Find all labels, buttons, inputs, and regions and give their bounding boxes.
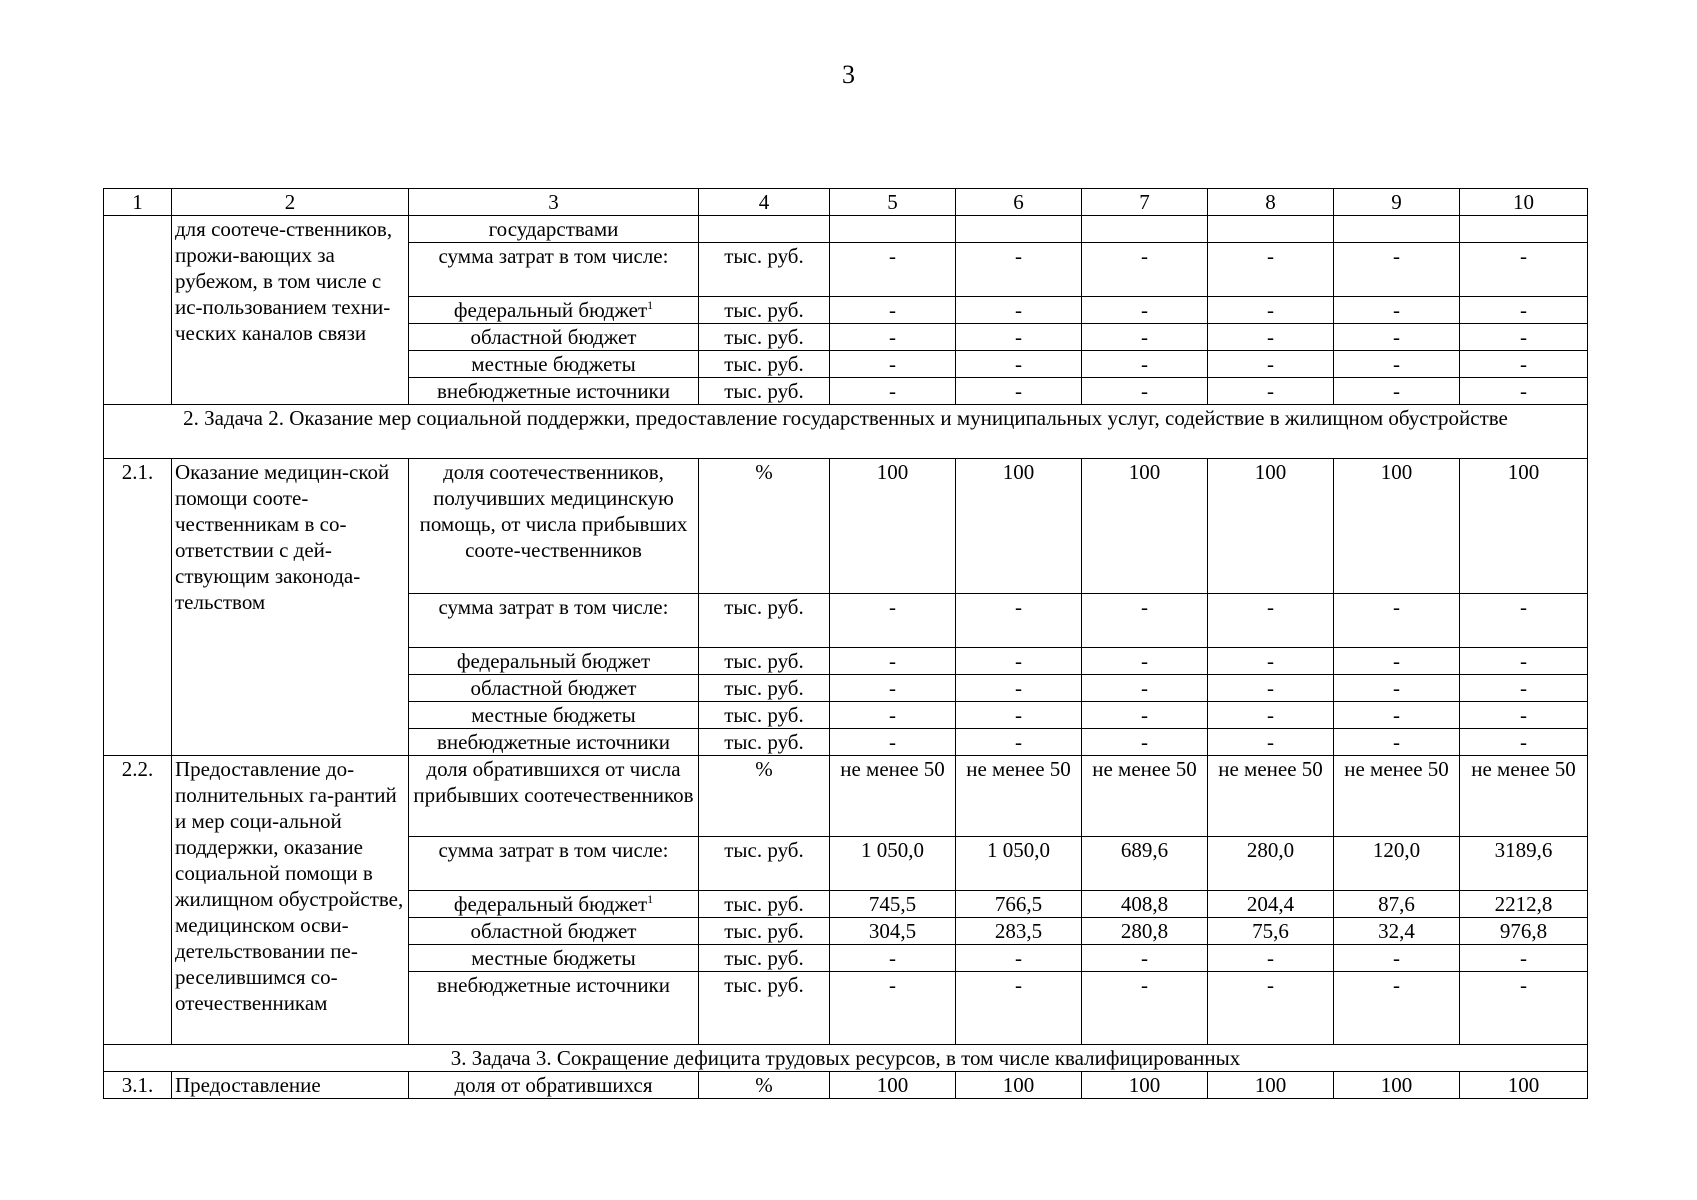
indicator-cell	[409, 297, 699, 324]
row-number-cell	[104, 216, 172, 405]
unit-cell: тыс. руб.	[699, 675, 830, 702]
indicator-cell: сумма затрат в том числе:	[409, 837, 699, 891]
section-title-3: 3. Задача 3. Сокращение дефицита трудовых ресурсов, в том числе квалифицированных	[104, 1045, 1588, 1072]
value-cell: 100	[1460, 1072, 1588, 1099]
footnote-marker: 1	[647, 298, 654, 312]
indicator-cell: местные бюджеты	[409, 702, 699, 729]
value-cell: -	[1334, 297, 1460, 324]
table-row	[104, 1072, 1588, 1099]
value-cell: -	[1460, 378, 1588, 405]
header-cell: 4	[699, 189, 830, 216]
unit-cell	[699, 216, 830, 243]
value-cell: -	[1334, 729, 1460, 756]
indicator-cell: внебюджетные источники	[409, 729, 699, 756]
unit-cell: тыс. руб.	[699, 648, 830, 675]
row-number-cell: 2.2.	[104, 756, 172, 1045]
row-number-cell: 2.1.	[104, 459, 172, 756]
value-cell: 100	[1208, 1072, 1334, 1099]
value-cell: -	[956, 243, 1082, 297]
value-cell: -	[1460, 594, 1588, 648]
unit-cell: %	[699, 1072, 830, 1099]
value-cell: 745,5	[830, 891, 956, 918]
value-cell: -	[1334, 648, 1460, 675]
indicator-cell: областной бюджет	[409, 675, 699, 702]
value-cell: 100	[1208, 459, 1334, 594]
value-cell: -	[1082, 594, 1208, 648]
value-cell: 304,5	[830, 918, 956, 945]
value-cell: -	[1460, 351, 1588, 378]
indicator-cell: областной бюджет	[409, 918, 699, 945]
value-cell: -	[1082, 675, 1208, 702]
header-cell: 10	[1460, 189, 1588, 216]
header-cell: 8	[1208, 189, 1334, 216]
value-cell: -	[830, 243, 956, 297]
value-cell: -	[1460, 972, 1588, 1045]
value-cell: -	[1082, 243, 1208, 297]
value-cell: 120,0	[1334, 837, 1460, 891]
indicator-text: федеральный бюджет	[453, 892, 648, 916]
header-cell: 7	[1082, 189, 1208, 216]
value-cell: 283,5	[956, 918, 1082, 945]
value-cell: 32,4	[1334, 918, 1460, 945]
table-row	[104, 459, 1588, 594]
value-cell: -	[1460, 243, 1588, 297]
indicator-cell: доля соотечественников, получивших медицинскую помощь, от числа прибывших сооте-чественников	[409, 459, 699, 594]
header-cell: 1	[104, 189, 172, 216]
value-cell: -	[1334, 675, 1460, 702]
value-cell: 204,4	[1208, 891, 1334, 918]
unit-cell: тыс. руб.	[699, 324, 830, 351]
header-cell: 2	[172, 189, 409, 216]
value-cell	[1082, 216, 1208, 243]
page-number: 3	[842, 60, 855, 89]
value-cell: -	[830, 945, 956, 972]
value-cell: 100	[956, 1072, 1082, 1099]
activity-description: для соотече-ственников, прожи-вающих за рубежом, в том числе с ис-пользованием техни-ческих каналов связи	[172, 216, 409, 405]
value-cell: -	[1082, 702, 1208, 729]
section-row	[104, 1045, 1588, 1072]
value-cell: 100	[1334, 1072, 1460, 1099]
value-cell: 100	[1334, 459, 1460, 594]
value-cell: -	[956, 594, 1082, 648]
value-cell: -	[1460, 945, 1588, 972]
value-cell: 1 050,0	[830, 837, 956, 891]
value-cell: -	[830, 297, 956, 324]
value-cell: -	[1460, 324, 1588, 351]
unit-cell: тыс. руб.	[699, 945, 830, 972]
value-cell: -	[1460, 702, 1588, 729]
indicator-cell: внебюджетные источники	[409, 378, 699, 405]
activity-description: Оказание медицин-ской помощи сооте-чественникам в со-ответствии с дей-ствующим законода-тельством	[172, 459, 409, 756]
value-cell: -	[1208, 702, 1334, 729]
activity-description: Предоставление до-полнительных га-рантий и мер соци-альной поддержки, оказание социальной помощи в жилищном обустройстве, медицинском осви-детельствовании пе-реселившимся со-отечественникам	[172, 756, 409, 1045]
value-cell: -	[1208, 324, 1334, 351]
indicator-cell: внебюджетные источники	[409, 972, 699, 1045]
value-cell	[830, 216, 956, 243]
header-cell: 5	[830, 189, 956, 216]
indicator-cell: доля обратившихся от числа прибывших соотечественников	[409, 756, 699, 837]
value-cell: -	[830, 351, 956, 378]
value-cell: -	[1460, 729, 1588, 756]
unit-cell: %	[699, 459, 830, 594]
value-cell: -	[1460, 648, 1588, 675]
value-cell: не менее 50	[830, 756, 956, 837]
value-cell: -	[1082, 351, 1208, 378]
unit-cell: тыс. руб.	[699, 702, 830, 729]
table-header-row	[104, 189, 1588, 216]
value-cell: -	[956, 729, 1082, 756]
value-cell: -	[830, 378, 956, 405]
value-cell: -	[1082, 378, 1208, 405]
indicator-cell: местные бюджеты	[409, 945, 699, 972]
unit-cell: тыс. руб.	[699, 297, 830, 324]
value-cell: -	[1208, 594, 1334, 648]
value-cell	[1208, 216, 1334, 243]
indicator-cell: сумма затрат в том числе:	[409, 594, 699, 648]
value-cell: -	[830, 702, 956, 729]
value-cell: -	[956, 675, 1082, 702]
program-indicators-table	[103, 188, 1588, 1099]
value-cell: -	[830, 675, 956, 702]
value-cell: -	[1208, 675, 1334, 702]
value-cell: -	[1208, 648, 1334, 675]
value-cell: -	[956, 648, 1082, 675]
value-cell: не менее 50	[956, 756, 1082, 837]
value-cell: -	[1208, 729, 1334, 756]
value-cell: -	[1208, 378, 1334, 405]
header-cell: 6	[956, 189, 1082, 216]
value-cell: -	[830, 729, 956, 756]
header-cell: 9	[1334, 189, 1460, 216]
unit-cell: тыс. руб.	[699, 729, 830, 756]
value-cell: 976,8	[1460, 918, 1588, 945]
value-cell	[1460, 216, 1588, 243]
value-cell: 87,6	[1334, 891, 1460, 918]
value-cell: 100	[1082, 1072, 1208, 1099]
unit-cell: тыс. руб.	[699, 351, 830, 378]
value-cell: 408,8	[1082, 891, 1208, 918]
indicator-cell: областной бюджет	[409, 324, 699, 351]
value-cell: 280,0	[1208, 837, 1334, 891]
value-cell: -	[1208, 351, 1334, 378]
indicator-cell: федеральный бюджет	[409, 648, 699, 675]
value-cell: не менее 50	[1460, 756, 1588, 837]
value-cell: -	[830, 324, 956, 351]
value-cell: -	[1082, 729, 1208, 756]
indicator-cell: государствами	[409, 216, 699, 243]
activity-description: Предоставление	[172, 1072, 409, 1099]
value-cell: -	[830, 972, 956, 1045]
unit-cell: тыс. руб.	[699, 918, 830, 945]
indicator-text: федеральный бюджет	[453, 298, 648, 322]
value-cell: -	[1082, 945, 1208, 972]
value-cell: 100	[1460, 459, 1588, 594]
section-row	[104, 405, 1588, 459]
table-row	[104, 216, 1588, 243]
value-cell: 2212,8	[1460, 891, 1588, 918]
unit-cell: %	[699, 756, 830, 837]
value-cell: -	[1208, 243, 1334, 297]
value-cell: -	[1334, 945, 1460, 972]
value-cell: 3189,6	[1460, 837, 1588, 891]
value-cell: -	[830, 648, 956, 675]
value-cell	[1334, 216, 1460, 243]
indicator-cell	[409, 891, 699, 918]
value-cell: -	[1334, 594, 1460, 648]
value-cell: 100	[1082, 459, 1208, 594]
section-title-2: 2. Задача 2. Оказание мер социальной поддержки, предоставление государственных и муниципальных услуг, содействие в жилищном обустройстве	[104, 405, 1588, 459]
unit-cell: тыс. руб.	[699, 972, 830, 1045]
value-cell: -	[830, 594, 956, 648]
value-cell: -	[956, 702, 1082, 729]
value-cell: 100	[830, 1072, 956, 1099]
indicator-cell: местные бюджеты	[409, 351, 699, 378]
value-cell: -	[1208, 297, 1334, 324]
value-cell: -	[1082, 972, 1208, 1045]
value-cell: 689,6	[1082, 837, 1208, 891]
value-cell: -	[956, 972, 1082, 1045]
indicator-cell: сумма затрат в том числе:	[409, 243, 699, 297]
value-cell: -	[1334, 243, 1460, 297]
value-cell: -	[1082, 324, 1208, 351]
value-cell: -	[1334, 702, 1460, 729]
unit-cell: тыс. руб.	[699, 378, 830, 405]
value-cell: 280,8	[1082, 918, 1208, 945]
value-cell: 75,6	[1208, 918, 1334, 945]
value-cell: -	[1334, 324, 1460, 351]
value-cell: -	[1334, 351, 1460, 378]
value-cell: -	[1460, 297, 1588, 324]
value-cell	[956, 216, 1082, 243]
header-cell: 3	[409, 189, 699, 216]
value-cell: 100	[956, 459, 1082, 594]
value-cell: 100	[830, 459, 956, 594]
unit-cell: тыс. руб.	[699, 891, 830, 918]
table-row	[104, 756, 1588, 837]
value-cell: -	[1334, 378, 1460, 405]
value-cell: -	[1082, 648, 1208, 675]
value-cell: -	[1208, 972, 1334, 1045]
value-cell: -	[1208, 945, 1334, 972]
value-cell: 766,5	[956, 891, 1082, 918]
unit-cell: тыс. руб.	[699, 594, 830, 648]
footnote-marker: 1	[647, 892, 654, 906]
unit-cell: тыс. руб.	[699, 243, 830, 297]
value-cell: -	[1334, 972, 1460, 1045]
value-cell: -	[956, 324, 1082, 351]
value-cell: -	[956, 351, 1082, 378]
value-cell: -	[1082, 297, 1208, 324]
value-cell: -	[956, 297, 1082, 324]
value-cell: 1 050,0	[956, 837, 1082, 891]
unit-cell: тыс. руб.	[699, 837, 830, 891]
value-cell: не менее 50	[1334, 756, 1460, 837]
row-number-cell: 3.1.	[104, 1072, 172, 1099]
value-cell: -	[956, 945, 1082, 972]
indicator-cell: доля от обратившихся	[409, 1072, 699, 1099]
value-cell: не менее 50	[1082, 756, 1208, 837]
value-cell: -	[1460, 675, 1588, 702]
value-cell: не менее 50	[1208, 756, 1334, 837]
value-cell: -	[956, 378, 1082, 405]
